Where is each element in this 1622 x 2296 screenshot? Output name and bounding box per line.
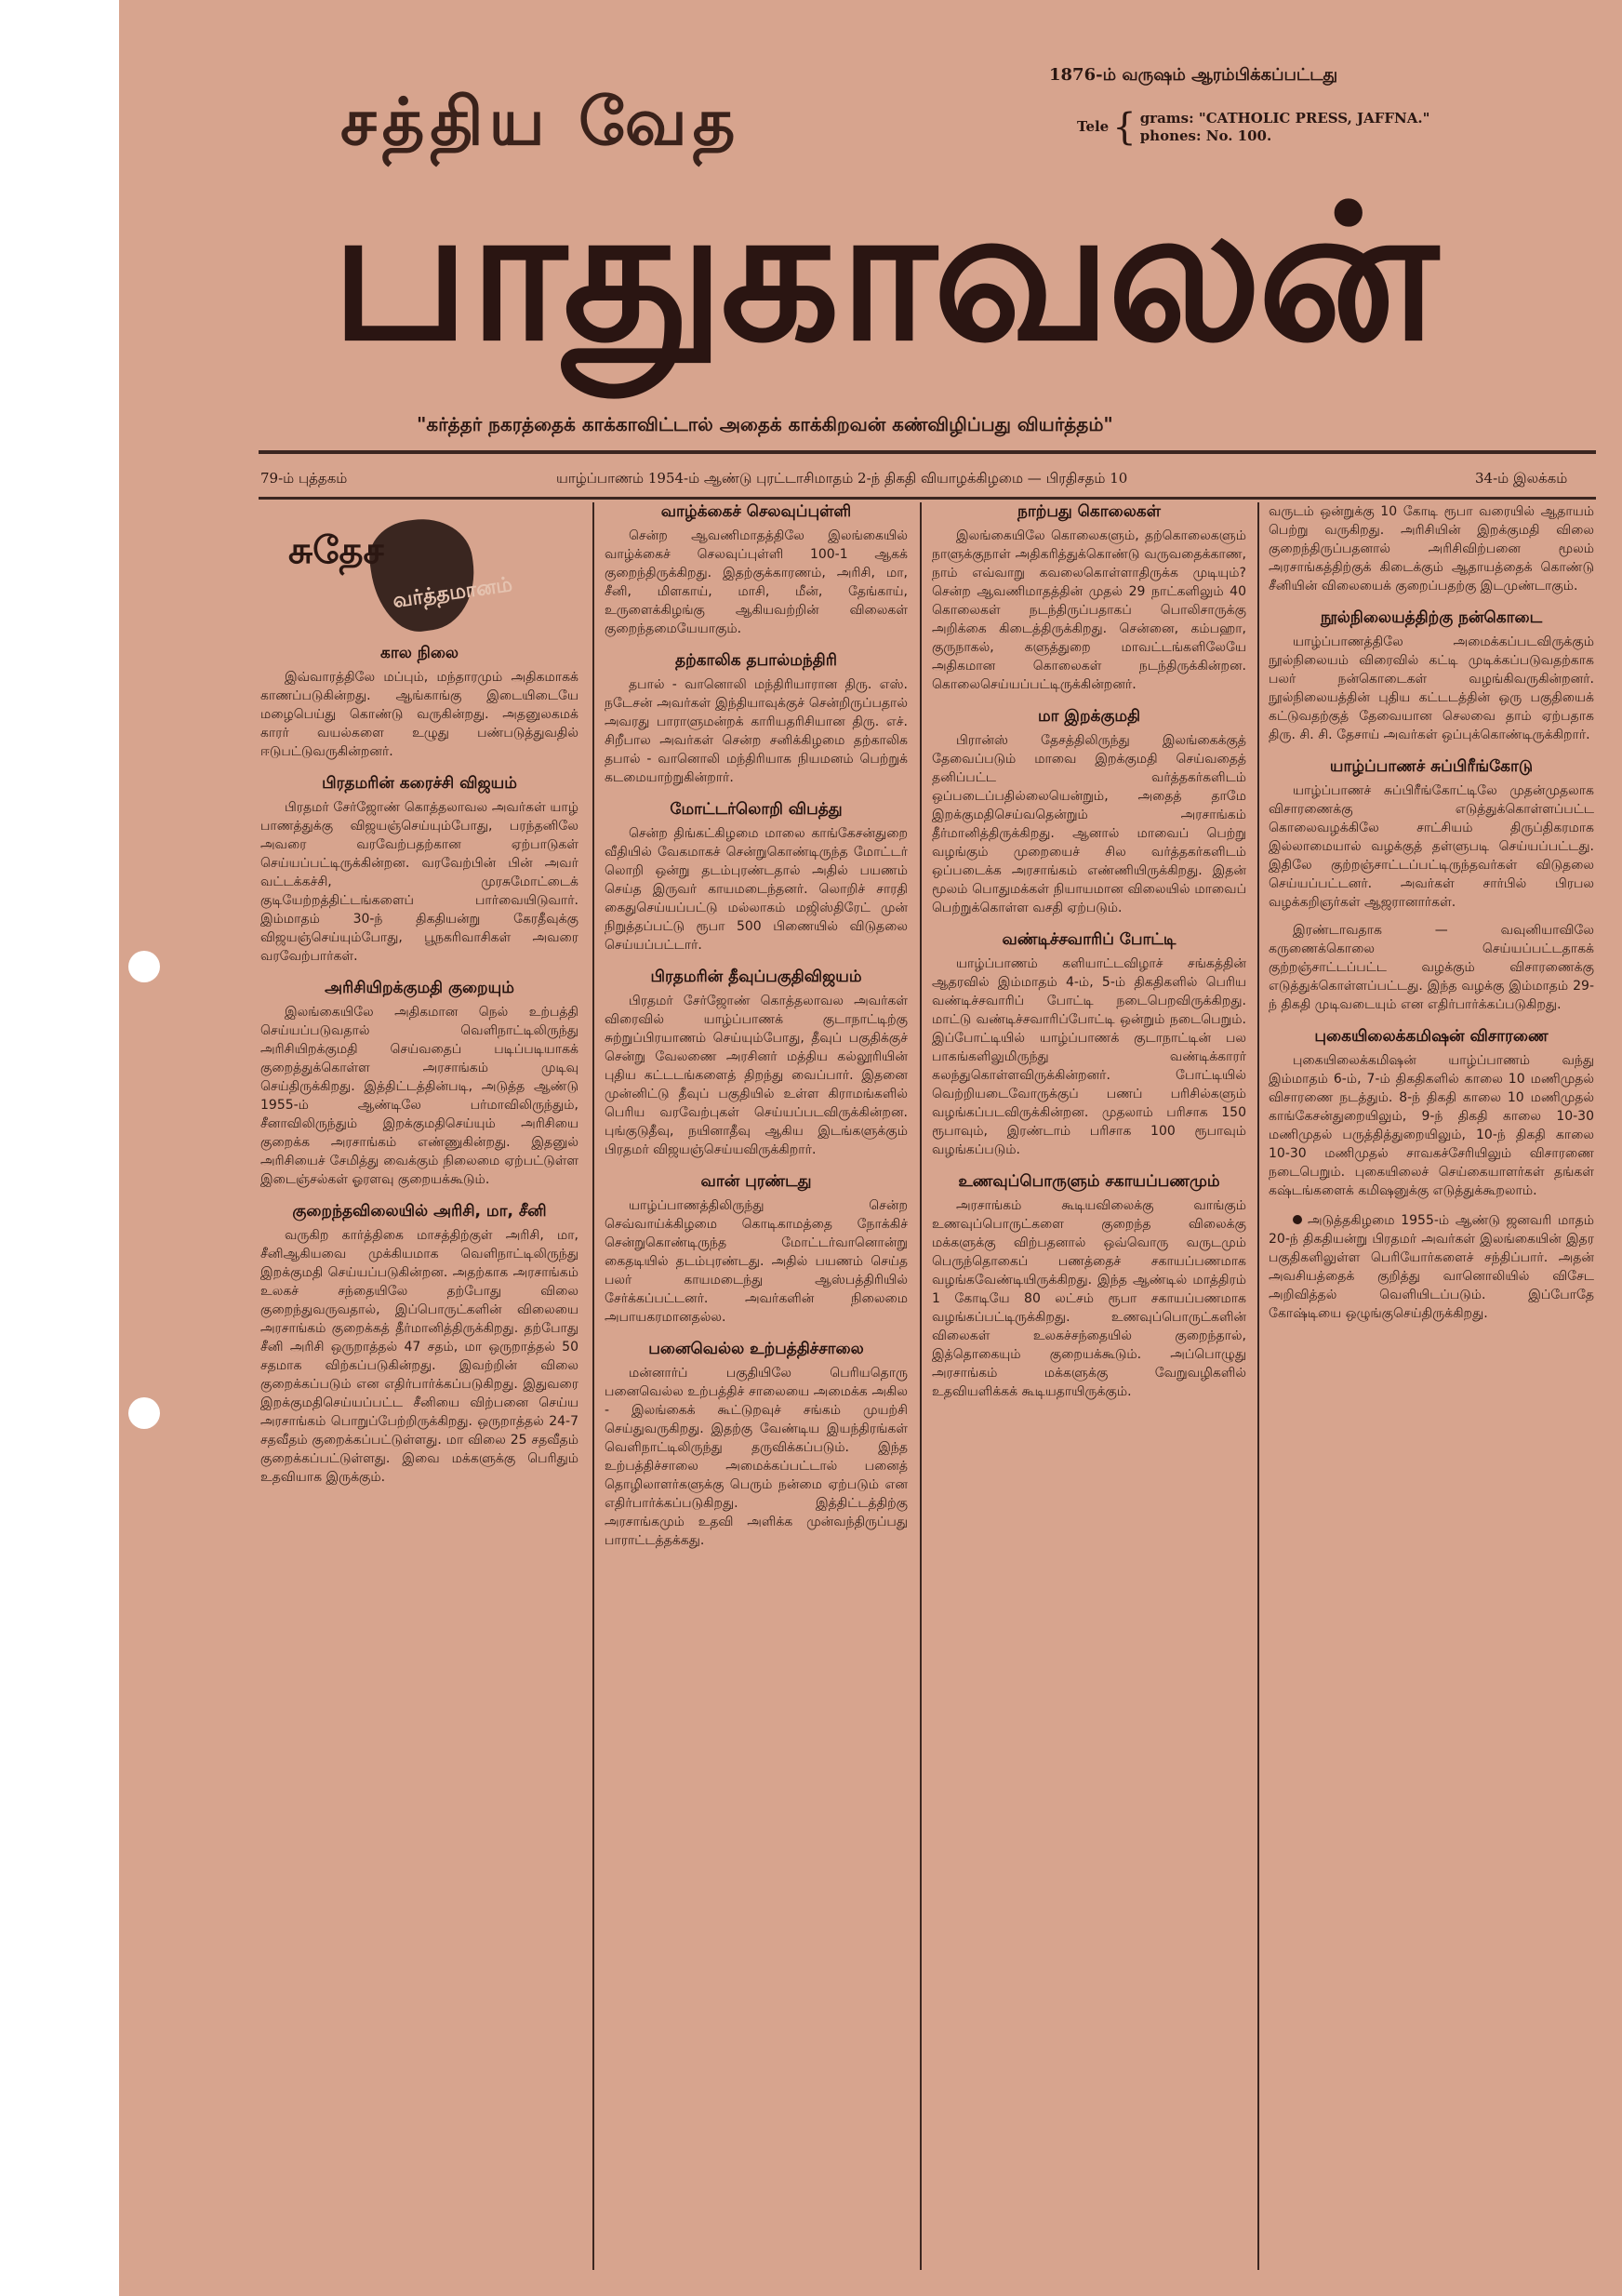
article-paragraph: இலங்கையிலே கொலைகளும், தற்கொலைகளும் நாளுக்குநாள் அதிகரித்துக்கொண்டு வருவதைக்காண, நாம் எவ்வாறு கவலைகொள்ளாதிருக்க முடியும்? சென்ற ஆவணிமாதத்தின் முதல் 29 நாட்களிலும் 40 கொலைகள் நடந்திருப்பதாகப் பொலிசாருக்கு அறிக்கை கிடைத்திருக்கிறது. சென்னை, கம்பஹா, குருநாகல், களுத்துறை மாவட்டங்களிலேயே அதிகமான கொலைகள் நடந்திருக்கின்றன. கொலைசெய்யப்பட்டிருக்கின்றனர்.	[932, 528, 1246, 692]
article-paragraph: சென்ற திங்கட்கிழமை மாலை காங்கேசன்துறை வீதியில் வேகமாகச் சென்றுகொண்டிருந்த மோட்டர் லொறி ஒன்று தடம்புரண்டதால் அதில் பயணம் செய்த இருவர் காயமடைந்தனர். லொறிச் சாரதி கைதுசெய்யப்பட்டு மல்லாகம் மஜிஸ்திரேட் முன் நிறுத்தப்பட்டு ரூபா 500 பிணையில் விடுதலை செய்யப்பட்டார்.	[605, 826, 908, 953]
article-paragraph: பிரதமர் சேர்ஜோண் கொத்தலாவல அவர்கள் யாழ் பாணத்துக்கு விஜயஞ்செய்யும்போது, பரந்தனிலே அவரை வரவேற்பதற்கான ஏற்பாடுகள் செய்யப்பட்டிருக்கின்றன. வரவேற்பின் பின் அவர் வட்டக்கச்சி, முரசுமோட்டைக் குடியேற்றத்திட்டங்களைப் பார்வையிடுவார். இம்மாதம் 30-ந் திகதியன்று கேரதீவுக்கு விஜயஞ்செய்யும்போது, பூநகரிவாசிகள் அவரை வரவேற்பார்கள்.	[260, 800, 578, 964]
punch-hole	[128, 951, 160, 982]
article-heading: மோட்டர்லொறி விபத்து	[670, 800, 843, 819]
telegrams-label: grams:	[1139, 110, 1194, 127]
phone-label: phones:	[1139, 127, 1202, 144]
punch-hole	[128, 1397, 160, 1429]
article-heading: பிரதமரின் தீவுப்பகுதிவிஜயம்	[650, 968, 862, 986]
sudesa-logo	[260, 510, 578, 631]
top-rule	[259, 450, 1596, 454]
article-heading: உணவுப்பொருளும் சகாயப்பணமும்	[958, 1172, 1220, 1191]
bullet-icon	[1293, 1215, 1302, 1224]
article-heading: வாழ்க்கைச் செலவுப்புள்ளி	[660, 502, 852, 521]
newspaper-page	[119, 0, 1622, 2296]
article-paragraph: யாழ்ப்பாணத்திலே அமைக்கப்படவிருக்கும் நூல்நிலையம் விரைவில் கட்டி முடிக்கப்படுவதற்காக பலர் நன்கொடைகள் வழங்கிவருகின்றனர். நூல்நிலையத்தின் புதிய கட்டடத்தின் ஒரு பகுதியைக் கட்டுவதற்குத் தேவையான செலவை தாம் ஏற்பதாக திரு. சி. சி. தேசாய் அவர்கள் ஒப்புக்கொண்டிருக்கிறார்.	[1269, 634, 1594, 742]
founded-note: 1876-ம் வருஷம் ஆரம்பிக்கப்பட்டது	[1049, 65, 1338, 85]
article-paragraph: இவ்வாரத்திலே மப்பும், மந்தாரமும் அதிகமாகக் காணப்படுகின்றது. ஆங்காங்கு இடையிடையே மழைபெய்து கொண்டு வருகின்றது. அதனுலகமக் காரர் வயல்களை உழுது பண்படுத்துவதில் ஈடுபட்டுவருகின்றனர்.	[260, 670, 578, 759]
article-heading: குறைந்தவிலையில் அரிசி, மா, சீனி	[292, 1202, 547, 1221]
article-paragraph: யாழ்ப்பாணம் களியாட்டவிழாச் சங்கத்தின் ஆதரவில் இம்மாதம் 4-ம், 5-ம் திகதிகளில் பெரிய வண்டிச்சவாரிப் போட்டி நடைபெறவிருக்கிறது. மாட்டு வண்டிச்சவாரிப்போட்டி ஒன்றும் நடைபெறும். இப்போட்டியில் யாழ்ப்பாணக் குடாநாட்டின் பல பாகங்களிலுமிருந்து வண்டிக்காரர் கலந்துகொள்ளவிருக்கின்றனர். போட்டியில் வெற்றியடைவோருக்குப் பணப் பரிசில்களும் வழங்கப்படவிருக்கின்றன. முதலாம் பரிசாக 150 ரூபாவும், இரண்டாம் பரிசாக 100 ரூபாவும் வழங்கப்படும்.	[932, 956, 1246, 1157]
info-rule	[259, 497, 1596, 500]
volume-number: 79-ம் புத்தகம்	[260, 470, 348, 487]
article-paragraph: வருகிற கார்த்திகை மாசத்திற்குள் அரிசி, மா, சீனிஆகியவை முக்கியமாக வெளிநாட்டிலிருந்து இறக்குமதி செய்யப்படுகின்றன. அதற்காக அரசாங்கம் உலகச் சந்தையிலே தற்போது விலை குறைந்துவருவதால், இப்பொருட்களின் விலையை அரசாங்கம் குறைக்கத் தீர்மானித்திருக்கிறது. தற்போது சீனி அரிசி ஒருறாத்தல் 47 சதம், மா ஒருறாத்தல் 50 சதமாக விற்கப்படுகின்றது. இவற்றின் விலை குறைக்கப்படும் என எதிர்பார்க்கப்படுகிறது. இதுவரை இறக்குமதிசெய்யப்பட்ட சீனியை விற்பனை செய்ய அரசாங்கம் பொறுப்பேற்றிருக்கிறது. ஒருறாத்தல் 24-7 சதவீதம் குறைக்கப்பட்டுள்ளது. மா விலை 25 சதவீதம் குறைக்கப்பட்டுள்ளது. இவை மக்களுக்கு பெரிதும் உதவியாக இருக்கும்.	[260, 1228, 578, 1485]
article-paragraph: பிரான்ஸ் தேசத்திலிருந்து இலங்கைக்குத் தேவைப்படும் மாவை இறக்குமதி செய்வதைத் தனிப்பட்ட வர்த்தகர்களிடம் ஒப்படைப்பதில்லையென்றும், அதைத் தாமே இறக்குமதிசெய்வதென்றும் அரசாங்கம் தீர்மானித்திருக்கிறது. ஆனால் மாவைப் பெற்று வழங்கும் முறையைச் சில வர்த்தகர்களிடம் ஒப்படைக்க அரசாங்கம் எண்ணியிருக்கிறது. இதன் மூலம் பொதுமக்கள் நியாயமான விலையில் மாவைப் பெற்றுக்கொள்ள வசதி ஏற்படும்.	[932, 733, 1246, 915]
column-divider	[1257, 502, 1259, 2270]
article-heading: நூல்நிலையத்திற்கு நன்கொடை	[1320, 608, 1543, 627]
issue-number: 34-ம் இலக்கம்	[1475, 470, 1568, 487]
column-2	[605, 502, 908, 1550]
article-paragraph: வருடம் ஒன்றுக்கு 10 கோடி ரூபா வரையில் ஆதாயம் பெற்று வருகிறது. அரிசியின் இறக்குமதி விலை குறைந்திருப்பதனால் அரிசிவிற்பனை மூலம் அரசாங்கத்திற்குக் கிடைக்கும் ஆதாயத்தைக் கொண்டு சீனியின் விலையைக் குறைப்பதற்கு இடமுண்டாகும்.	[1269, 504, 1594, 594]
article-heading: வான் புரண்டது	[700, 1172, 812, 1191]
masthead-title: பாதுகாவலன்	[331, 166, 1435, 382]
article-heading: யாழ்ப்பாணச் சுப்பிரீங்கோடு	[1329, 757, 1534, 776]
article-paragraph: அரசாங்கம் கூடியவிலைக்கு வாங்கும் உணவுப்பொருட்களை குறைந்த விலைக்கு மக்களுக்கு விற்பதனால் ஒவ்வொரு வருடமும் பெருந்தொகைப் பணத்தைச் சகாயப்பணமாக வழங்கவேண்டியிருக்கிறது. இந்த ஆண்டில் மாத்திரம் 1 கோடியே 80 லட்சம் ரூபா சகாயப்பணமாக வழங்கப்பட்டிருக்கிறது. உணவுப்பொருட்களின் விலைகள் உலகச்சந்தையில் குறைந்தால், இத்தொகையும் குறையக்கூடும். அப்பொழுது அரசாங்கம் மக்களுக்கு வேறுவழிகளில் உதவியளிக்கக் கூடியதாயிருக்கும்.	[932, 1198, 1246, 1399]
masthead-motto: "கர்த்தர் நகரத்தைக் காக்காவிட்டால் அதைக் காக்கிறவன் கண்விழிப்பது வியர்த்தம்"	[417, 413, 1113, 435]
article-paragraph: மன்னார்ப் பகுதியிலே பெரியதொரு பனைவெல்ல உற்பத்திச் சாலையை அமைக்க அகில - இலங்கைக் கூட்டுறவுச் சங்கம் முயற்சி செய்துவருகிறது. இதற்கு வேண்டிய இயந்திரங்கள் வெளிநாட்டிலிருந்து தருவிக்கப்படும். இந்த உற்பத்திச்சாலை அமைக்கப்பட்டால் பனைத் தொழிலாளர்களுக்கு பெரும் நன்மை ஏற்படும் என எதிர்பார்க்கப்படுகிறது. இத்திட்டத்திற்கு அரசாங்கமும் உதவி அளிக்க முன்வந்திருப்பது பாராட்டத்தக்கது.	[605, 1366, 908, 1548]
article-heading: நாற்பது கொலைகள்	[1017, 502, 1162, 521]
column-divider	[920, 502, 922, 2270]
logo-word-1: சுதேச	[288, 529, 384, 572]
article-heading: தற்காலிக தபால்மந்திரி	[675, 651, 837, 670]
article-paragraph: யாழ்ப்பாணச் சுப்பிரீங்கோட்டிலே முதன்முதலாக விசாரணைக்கு எடுத்துக்கொள்ளப்பட்ட கொலைவழக்கிலே சாட்சியம் திருப்திகரமாக இல்லாமையால் வழக்குத் தள்ளுபடி செய்யப்பட்டது. இதிலே குற்றஞ்சாட்டப்பட்டிருந்தவர்கள் விடுதலை செய்யப்பட்டனர். அவர்கள் சார்பில் பிரபல வழக்கறிஞர்கள் ஆஜரானார்கள்.	[1269, 783, 1594, 910]
article-heading: வண்டிச்சவாரிப் போட்டி	[1002, 930, 1177, 949]
article-heading: புகையிலைக்கமிஷன் விசாரணை	[1314, 1027, 1549, 1046]
column-1	[260, 502, 578, 1487]
article-heading: அரிசியிறக்குமதி குறையும்	[325, 979, 514, 997]
telegram-info	[1077, 105, 1430, 149]
article-heading: பனைவெல்ல உற்பத்திச்சாலை	[648, 1340, 864, 1358]
column-divider	[592, 502, 594, 2270]
article-paragraph: இலங்கையிலே அதிகமான நெல் உற்பத்தி செய்யப்படுவதால் வெளிநாட்டிலிருந்து அரிசியிறக்குமதி செய்வதைப் படிப்படியாகக் குறைத்துக்கொள்ள அரசாங்கம் முடிவு செய்திருக்கிறது. இத்திட்டத்தின்படி, அடுத்த ஆண்டு 1955-ம் ஆண்டிலே பர்மாவிலிருந்தும், சீனாவிலிருந்தும் இறக்குமதிசெய்யும் அரிசியை குறைக்க அரசாங்கம் எண்ணுகின்றது. இதனுல் அரிசியைச் சேமித்து வைக்கும் நிலைமை ஏற்பட்டுள்ள இடைஞ்சல்கள் ஓரளவு குறையக்கூடும்.	[260, 1005, 578, 1187]
column-4	[1269, 502, 1594, 1323]
tele-prefix: Tele	[1077, 118, 1110, 135]
masthead-subtitle: சத்திய வேத	[340, 84, 741, 160]
article-paragraph: பிரதமர் சேர்ஜோண் கொத்தலாவல அவர்கள் விரைவில் யாழ்ப்பாணக் குடாநாட்டிற்கு சுற்றுப்பிரயாணம் செய்யும்போது, தீவுப் பகுதிக்குச் சென்று வேலணை அரசினர் மத்திய கல்லூரியின் புதிய கட்டடங்களைத் திறந்து வைப்பார். இதனை முன்னிட்டு தீவுப் பகுதியில் உள்ள கிராமங்களில் பெரிய வரவேற்புகள் செய்யப்படவிருக்கின்றன. புங்குடுதீவு, நயினாதீவு ஆகிய இடங்களுக்கும் பிரதமர் விஜயஞ்செய்யவிருக்கிறார்.	[605, 994, 908, 1157]
article-heading: மா இறக்குமதி	[1037, 707, 1141, 726]
brace-glyph: {	[1112, 105, 1137, 149]
article-paragraph: யாழ்ப்பாணத்திலிருந்து சென்ற செவ்வாய்க்கிழமை கொடிகாமத்தை நோக்கிச் சென்றுகொண்டிருந்த மோட்டர்வானொன்று கைதடியில் தடம்புரண்டது. அதில் பயணம் செய்த பலர் காயமடைந்து ஆஸ்பத்திரியில் சேர்க்கப்பட்டனர். அவர்களின் நிலைமை அபாயகரமானதல்ல.	[605, 1198, 908, 1325]
article-paragraph: அடுத்தகிழமை 1955-ம் ஆண்டு ஜனவரி மாதம் 20-ந் திகதியன்று பிரதமர் அவர்கள் இலங்கையின் இதர பகுதிகளிலுள்ள பெரியோர்களைச் சந்திப்பார். அதன் அவசியத்தைக் குறித்து வானொலியில் விசேட அறிவித்தல் வெளியிடப்படும். இப்போதே கோஷ்டியை ஒழுங்குசெய்திருக்கிறது.	[1269, 1213, 1594, 1321]
column-3	[932, 502, 1246, 1401]
logo-word-2: வர்த்தமானம்	[391, 573, 514, 613]
article-paragraph: புகையிலைக்கமிஷன் யாழ்ப்பாணம் வந்து இம்மாதம் 6-ம், 7-ம் திகதிகளில் காலை 10 மணிமுதல் விசாரணை நடத்தும். 8-ந் திகதி காலை 10 மணிமுதல் காங்கேசன்துறையிலும், 9-ந் திகதி காலை 10-30 மணிமுதல் பருத்தித்துறையிலும், 10-ந் திகதி காலை 10-30 மணிமுதல் சாவகச்சேரியிலும் விசாரணை நடைபெறும். புகையிலைச் செய்கையாளர்கள் தங்கள் கஷ்டங்களைக் கமிஷனுக்கு எடுத்துக்கூறலாம்.	[1269, 1053, 1594, 1198]
article-heading: கால நிலை	[379, 644, 459, 662]
article-paragraph: சென்ற ஆவணிமாதத்திலே இலங்கையில் வாழ்க்கைச் செலவுப்புள்ளி 100-1 ஆகக் குறைந்திருக்கிறது. இதற்குக்காரணம், அரிசி, மா, சீனி, மிளகாய், மாசி, மீன், தேங்காய், உருளைக்கிழங்கு ஆகியவற்றின் விலைகள் குறைந்தமையேயாகும்.	[605, 528, 908, 636]
article-heading: பிரதமரின் கரைச்சி விஜயம்	[322, 774, 517, 793]
article-paragraph: இரண்டாவதாக — வவுனியாவிலே கருணைக்கொலை செய்யப்பட்டதாகக் குற்றஞ்சாட்டப்பட்ட வழக்கும் விசாரணைக்கு எடுத்துக்கொள்ளப்பட்டது. இந்த வழக்கு இம்மாதம் 29-ந் திகதி முடிவடையும் என எதிர்பார்க்கப்படுகிறது.	[1269, 923, 1594, 1012]
telegrams-value: "CATHOLIC PRESS, JAFFNA."	[1198, 110, 1430, 127]
article-paragraph: தபால் - வானொலி மந்திரியாரான திரு. எஸ். நடேசன் அவர்கள் இந்தியாவுக்குச் சென்றிருப்பதால் அவரது பாராளுமன்றக் காரியதரிசியான திரு. எச். சிறீபால அவர்கள் சென்ற சனிக்கிழமை தற்காலிக தபால் - வானொலி மந்திரியாக நியமனம் பெற்றுக் கடமையாற்றுகின்றார்.	[605, 677, 908, 785]
dateline: யாழ்ப்பாணம் 1954-ம் ஆண்டு புரட்டாசிமாதம் 2-ந் திகதி வியாழக்கிழமை — பிரதிசதம் 10	[556, 470, 1128, 487]
phone-value: No. 100.	[1205, 127, 1272, 144]
